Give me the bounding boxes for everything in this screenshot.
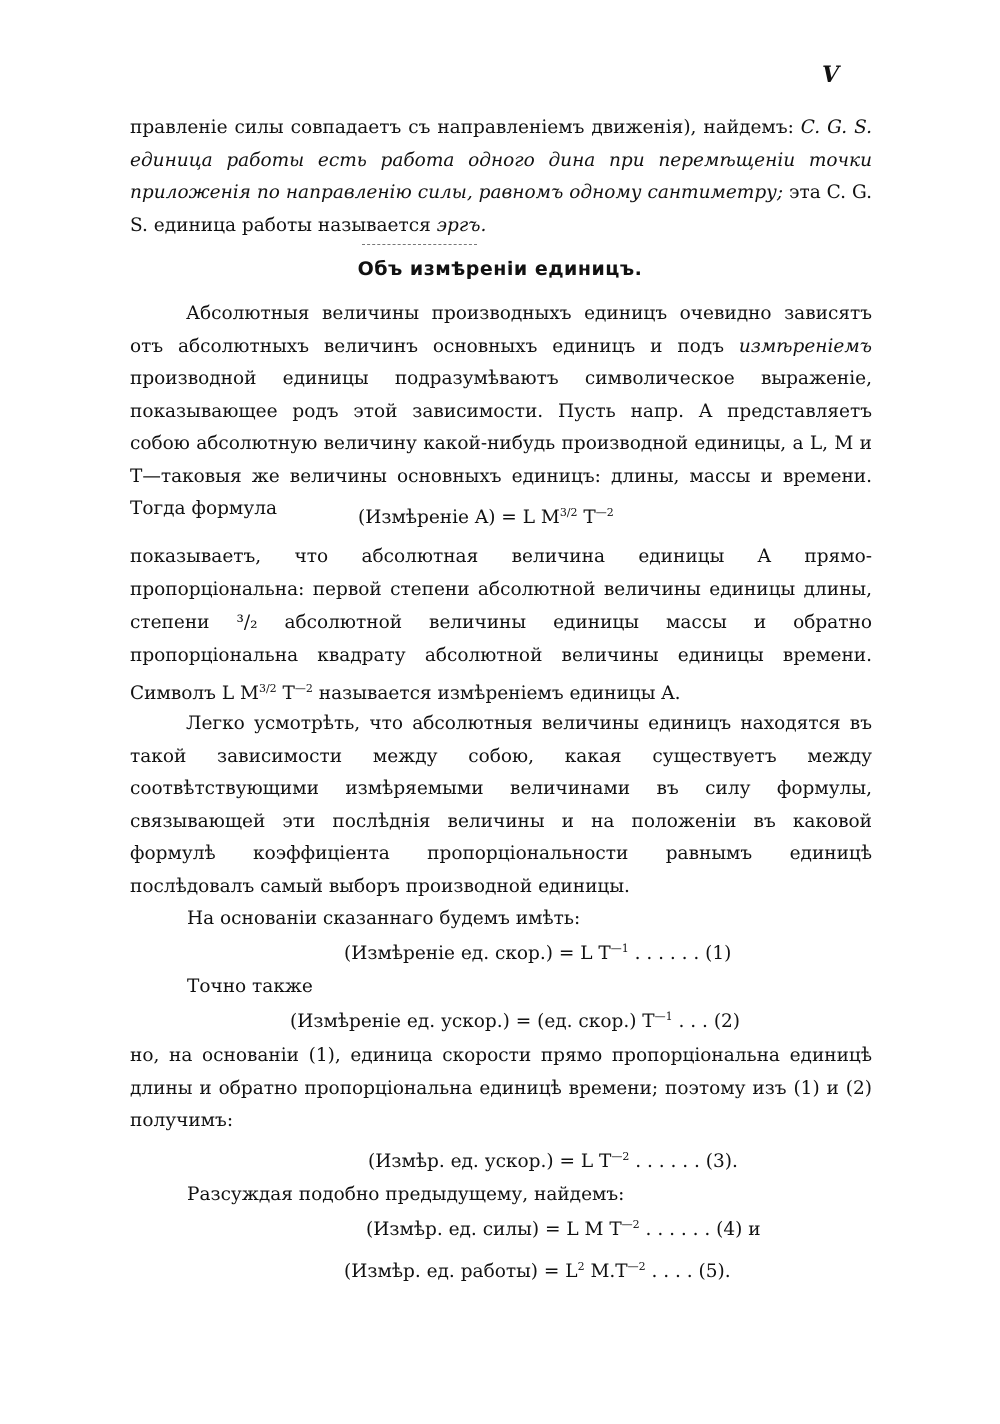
paragraph-4 — [130, 1040, 872, 1138]
formula-1-exp: —1 — [610, 942, 629, 955]
formula-3-tail: . . . . . . (3). — [629, 1151, 738, 1173]
top-paragraph-text-2: эта C. G. S. единица работы называется — [130, 182, 872, 236]
formula-5-exp: —2 — [627, 1260, 646, 1273]
paragraph-3 — [130, 708, 872, 903]
formula-5-exp-l: 2 — [577, 1260, 585, 1273]
page-number: V — [822, 62, 840, 88]
erg-term: эргъ. — [436, 214, 487, 236]
formula-2-tail: . . . (2) — [672, 1011, 741, 1033]
formula-1-tail: . . . . . . (1) — [628, 943, 732, 965]
formula-a-lhs: (Измѣреніе A) = L M — [358, 507, 560, 529]
formula-a-exp-t: —2 — [595, 506, 614, 519]
formula-5-text: (Измѣр. ед. работы) = L — [344, 1261, 578, 1283]
top-paragraph-text-1: правленіе силы совпадаетъ съ направленіемъ движенія), найдемъ: — [130, 117, 801, 138]
paragraph-3-text: Легко усмотрѣть, что абсолютныя величины единицъ находятся въ такой зависимости между собою, какая существуетъ между соотвѣтствующими измѣряемыми величинами въ силу формулы, связывающей эти послѣднія величины и на положеніи въ каковой формулѣ коэффиціента пропорціональности равнымъ единицѣ послѣдовалъ самый выборъ производной единицы. — [130, 713, 872, 897]
intro-line-1: На основаніи сказаннаго будемъ имѣть: — [187, 908, 581, 929]
paragraph-1-text-1: Абсолютныя величины производныхъ единицъ очевидно зависятъ отъ абсолютныхъ величинъ основныхъ единицъ и подъ — [130, 303, 872, 357]
formula-measure-a — [358, 506, 614, 528]
formula-5-mid: M.T — [584, 1261, 628, 1283]
formula-2 — [290, 1010, 740, 1032]
formula-1-text: (Измѣреніе ед. скор.) = L T — [344, 943, 611, 965]
formula-a-t: T — [577, 507, 596, 529]
formula-4-exp: —2 — [621, 1218, 640, 1231]
formula-3-exp: —2 — [611, 1150, 630, 1163]
formula-1 — [344, 942, 731, 964]
intro-line-3: Разсуждая подобно предыдущему, найдемъ: — [187, 1184, 625, 1205]
formula-4-tail: . . . . . . (4) и — [639, 1219, 761, 1241]
paragraph-4-text: но, на основаніи (1), единица скорости прямо пропорціональна единицѣ длины и обратно пропорціональна единицѣ времени; поэтому изъ (1) и (2) получимъ: — [130, 1045, 872, 1131]
formula-3 — [368, 1150, 738, 1172]
paragraph-2-exp-m: 3/2 — [258, 682, 277, 695]
section-heading: Объ измѣреніи единицъ. — [357, 258, 643, 280]
paragraph-2-exp-t: —2 — [294, 682, 313, 695]
formula-4 — [366, 1218, 761, 1240]
formula-a-exp-m: 3/2 — [559, 506, 578, 519]
formula-2-exp: —1 — [654, 1010, 673, 1023]
formula-2-text: (Измѣреніе ед. ускор.) = (ед. скор.) T — [290, 1011, 655, 1033]
top-paragraph — [130, 112, 872, 242]
formula-5 — [344, 1260, 731, 1282]
formula-3-text: (Измѣр. ед. ускор.) = L T — [368, 1151, 612, 1173]
intro-line-2: Точно также — [187, 976, 313, 997]
paragraph-2-text-2: называется измѣреніемъ единицы A. — [312, 683, 681, 705]
paragraph-2 — [130, 540, 872, 710]
paragraph-1-italic: измѣреніемъ — [738, 335, 872, 357]
paragraph-2-text-1: показываетъ, что абсолютная величина единицы A прямо-пропорціональна: первой степени абсолютной величины единицы длины, степени ³/₂ абсолютной величины единицы массы и обратно пропорціональна квадрату абсолютной величины единицы времени. Символъ L M — [130, 546, 872, 705]
paragraph-1-text-2: производной единицы подразумѣваютъ символическое выраженіе, показывающее родъ этой зависимости. Пусть напр. A представляетъ собою абсолютную величину какой-нибудь производной единицы, а L, M и T—таковыя же величины основныхъ единицъ: длины, массы и времени. Тогда формула — [130, 368, 872, 519]
paragraph-1 — [130, 298, 872, 529]
erg-underline-mark — [362, 244, 477, 247]
formula-4-text: (Измѣр. ед. силы) = L M T — [366, 1219, 622, 1241]
paragraph-2-t: T — [276, 683, 295, 705]
formula-5-tail: . . . . (5). — [645, 1261, 731, 1283]
top-paragraph-definition: C. G. S. единица работы есть работа одного дина при перемѣщеніи точки приложенія по направленію силы, равномъ одному сантиметру; — [130, 117, 872, 203]
